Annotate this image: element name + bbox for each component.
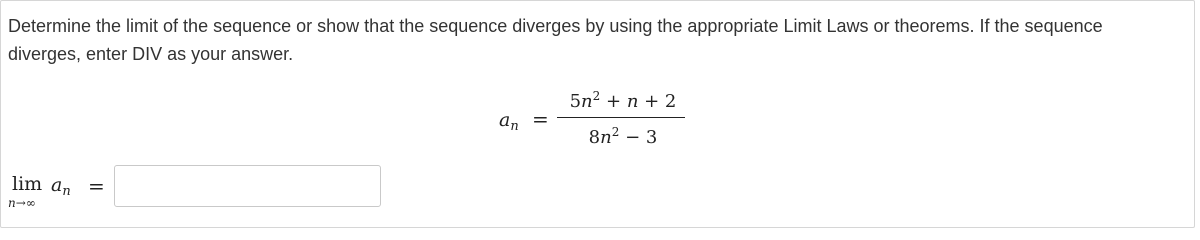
fraction-denominator: $8n^2 - 3$ [588,125,658,148]
limit-equals-sign: = [88,174,105,198]
fraction-numerator: $5n^2 + n + 2$ [569,89,677,112]
limit-expression [8,173,118,213]
answer-input[interactable] [114,165,381,207]
fraction-bar [557,117,685,118]
limit-subscript: n→∞ [8,196,36,210]
question-prompt: Determine the limit of the sequence or show that the sequence diverges by using the appropriate Limit Laws or theorems. If the sequence diverges, enter DIV as your answer. [8,16,1103,64]
sequence-term: $a_n$ [499,109,519,134]
limit-term: $a_n$ [51,174,71,199]
limit-operator: lim [12,173,43,195]
equals-sign: = [532,107,549,131]
